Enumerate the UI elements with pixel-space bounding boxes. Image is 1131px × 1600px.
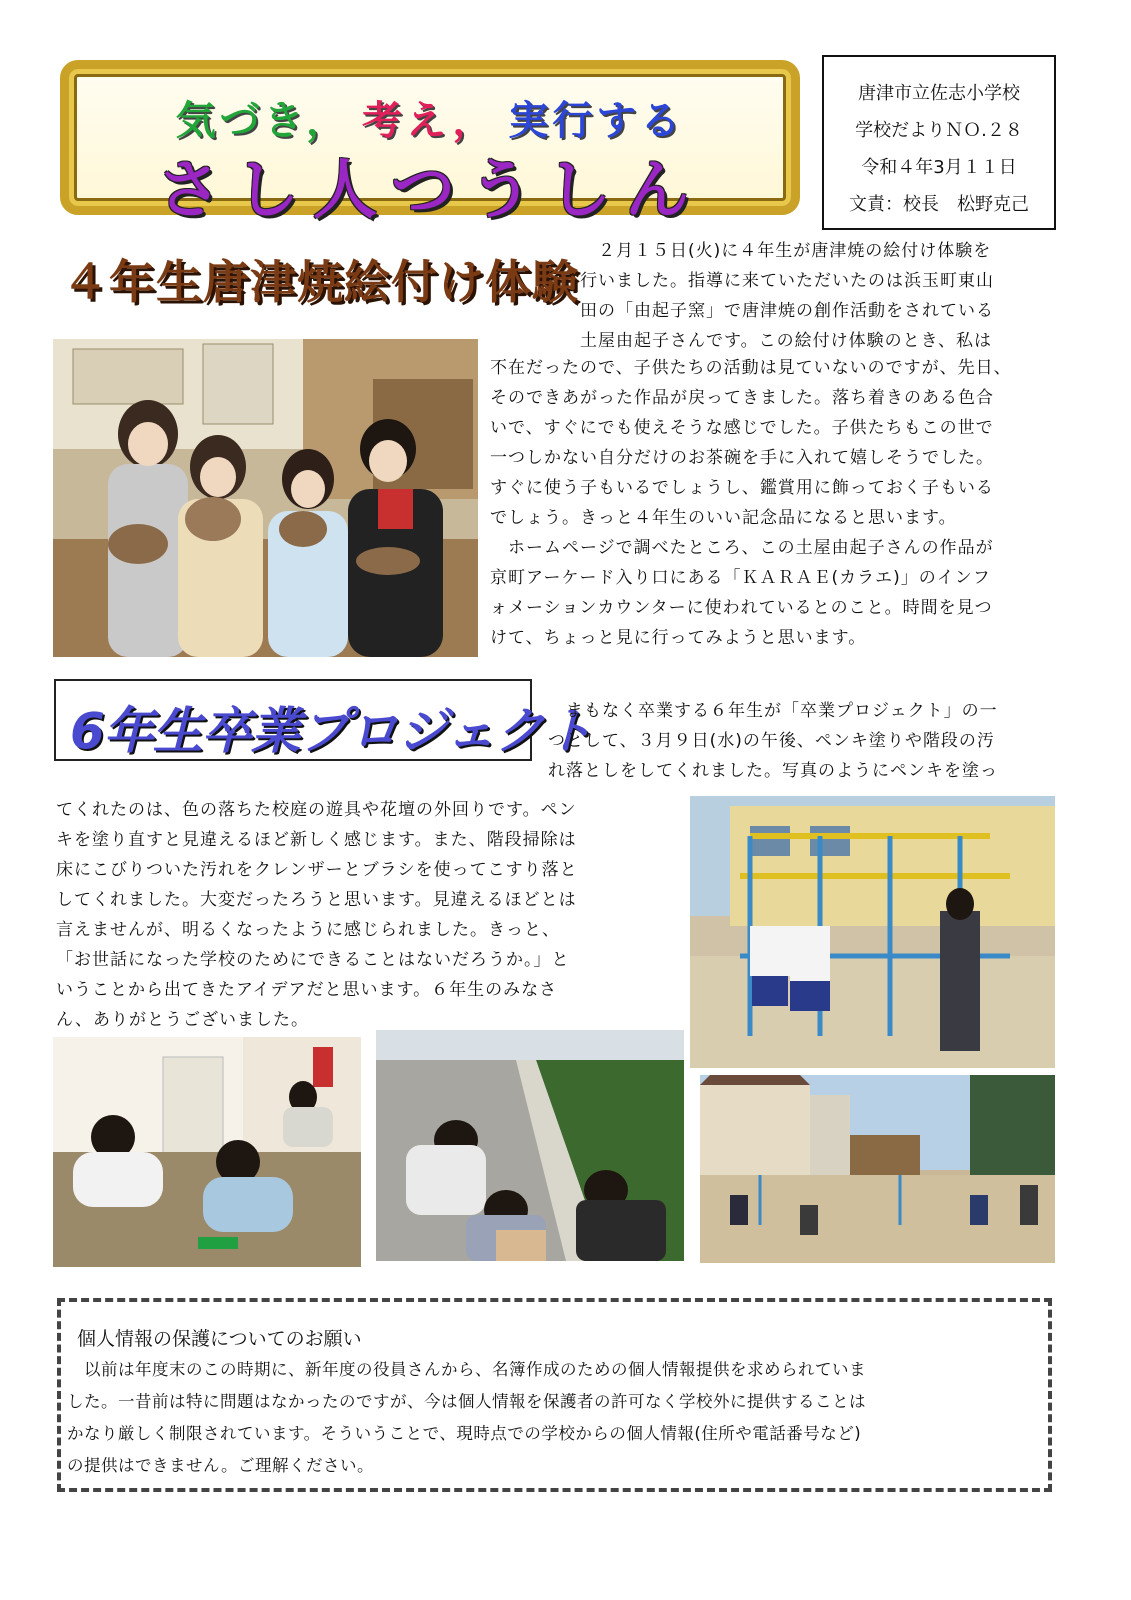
privacy-notice-box	[57, 1298, 1052, 1492]
section1-line-6: そのできあがった作品が戻ってきました。落ち着きのある色合	[490, 388, 994, 408]
section2-top-line-2: つとして、３月９日(水)の午後、ペンキ塗りや階段の汚	[548, 731, 995, 751]
section1-line-7: いで、すぐにでも使えそうな感じでした。子供たちもこの世で	[490, 418, 994, 438]
section2-heading: 6年生卒業プロジェクト	[70, 702, 593, 760]
section1-line-1: ２月１５日(火)に４年生が唐津焼の絵付け体験を	[580, 241, 992, 261]
jungle-gym-painting-photo	[690, 796, 1055, 1068]
school-name: 唐津市立佐志小学校	[858, 83, 1020, 104]
section2-top-line-1: まもなく卒業する６年生が「卒業プロジェクト」の一	[548, 701, 998, 721]
section1-line-8: 一つしかない自分だけのお茶碗を手に入れて嬉しそうでした。	[490, 448, 994, 468]
privacy-notice-line-1: 以前は年度末のこの時期に、新年度の役員さんから、名簿作成のための個人情報提供を求められていま	[67, 1360, 866, 1379]
author: 文責：校長 松野克己	[849, 194, 1029, 215]
section1-line-2: 行いました。指導に来ていただいたのは浜玉町東山	[580, 271, 994, 291]
section1-line-12: 京町アーケード入り口にある「ＫＡＲＡＥ(カラエ)」のインフ	[490, 568, 991, 588]
section1-line-3: 田の「由起子窯」で唐津焼の創作活動をされている	[580, 301, 994, 321]
privacy-notice-body	[67, 1354, 866, 1482]
banner-slogan	[69, 89, 791, 146]
slogan-jikko: 実行する	[508, 98, 685, 144]
slogan-kizuki: 気づき，	[175, 98, 350, 144]
issue-number: 学校だよりＮＯ.２８	[855, 120, 1023, 141]
section1-line-10: でしょう。きっと４年生のいい記念品になると思います。	[490, 508, 957, 528]
section2-line-6: 「お世話になった学校のためにできることはないだろうか。」と	[56, 950, 570, 970]
title-banner	[60, 60, 800, 228]
privacy-notice-line-2: した。一昔前は特に問題はなかったのですが、今は個人情報を保護者の許可なく学校外に提供することは	[67, 1392, 866, 1411]
section1-line-11: ホームページで調べたところ、この土屋由起子さんの作品が	[490, 538, 994, 558]
section2-line-3: 床にこびりついた汚れをクレンザーとブラシを使ってこすり落と	[56, 860, 578, 880]
section2-line-8: ん、ありがとうございました。	[56, 1010, 310, 1030]
children-with-bowls-photo	[53, 339, 478, 657]
section2-line-2: キを塗り直すと見違えるほど新しく感じます。また、階段掃除は	[56, 830, 577, 850]
section1-line-13: ォメーションカウンターに使われているとのこと。時間を見つ	[490, 598, 993, 618]
stair-cleaning-photo	[53, 1037, 361, 1267]
privacy-notice-line-3: かなり厳しく制限されています。そういうことで、現時点での学校からの個人情報(住所や電話番号など)	[67, 1424, 862, 1443]
section1-heading: ４年生唐津焼絵付け体験	[62, 255, 579, 309]
section2-line-7: いうことから出てきたアイデアだと思います。６年生のみなさ	[56, 980, 558, 1000]
issue-date: 令和４年3月１１日	[861, 157, 1017, 178]
privacy-notice-line-4: の提供はできません。ご理解ください。	[67, 1456, 374, 1475]
section2-line-4: してくれました。大変だったろうと思います。見違えるほどとは	[56, 890, 577, 910]
section2-line-5: 言えませんが、明るくなったように感じられました。きっと、	[56, 920, 560, 940]
section2-heading-box	[54, 679, 593, 761]
playground-photo	[700, 1075, 1055, 1263]
issue-info-box	[822, 55, 1056, 230]
section1-line-9: すぐに使う子もいるでしょうし、鑑賞用に飾っておく子もいる	[490, 478, 994, 498]
newsletter-title: さし人つうしん	[157, 154, 703, 228]
section1-line-5: 不在だったので、子供たちの活動は見ていないのですが、先日、	[490, 358, 1012, 378]
section2-top-line-3: れ落としをしてくれました。写真のようにペンキを塗っ	[548, 761, 998, 781]
privacy-notice-title: 個人情報の保護についてのお願い	[77, 1328, 362, 1350]
slogan-kangae: 考え，	[362, 98, 497, 144]
section2-line-1: てくれたのは、色の落ちた校庭の遊具や花壇の外回りです。ペン	[56, 800, 577, 820]
flowerbed-painting-photo	[376, 1030, 684, 1261]
section1-line-4: 土屋由起子さんです。この絵付け体験のとき、私は	[580, 331, 992, 351]
section1-line-14: けて、ちょっと見に行ってみようと思います。	[490, 628, 867, 648]
